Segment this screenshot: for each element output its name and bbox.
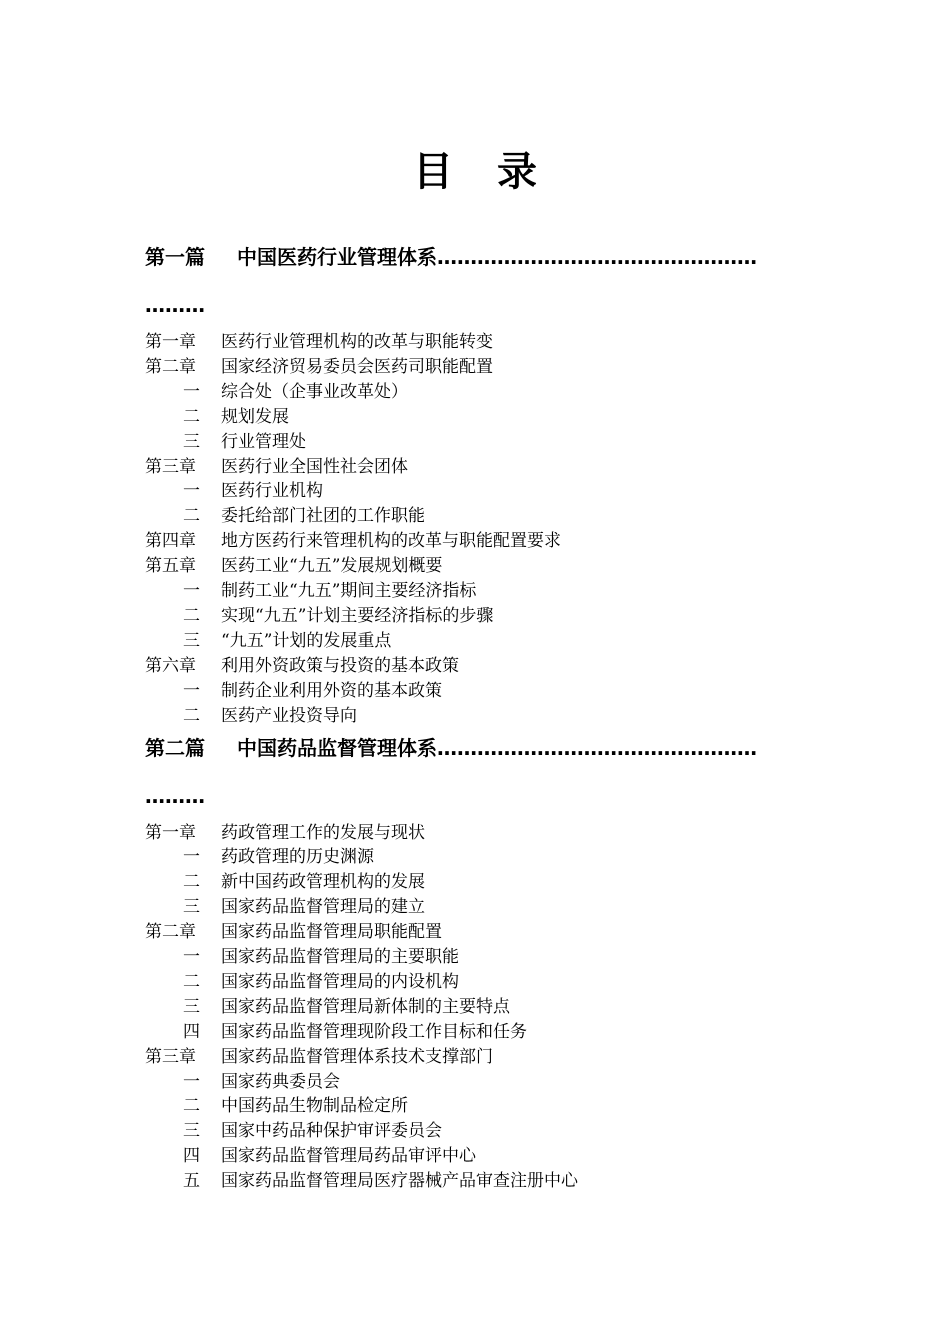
entry-text: 国家药品监督管理局的内设机构 [221, 971, 459, 992]
toc-entry-chapter[interactable] [145, 654, 825, 679]
entry-text: 委托给部门社团的工作职能 [221, 506, 425, 527]
entry-text: 中国药品生物制品检定所 [221, 1096, 408, 1117]
entry-number: 二 [183, 605, 200, 626]
toc-entry-section[interactable] [145, 1119, 825, 1144]
entry-text: 规划发展 [221, 406, 289, 427]
entry-text: 国家药品监督管理局新体制的主要特点 [221, 996, 510, 1017]
entry-text: 地方医药行来管理机构的改革与职能配置要求 [221, 531, 561, 552]
part-number: 第二篇 [145, 735, 205, 760]
entry-text: 医药产业投资导向 [221, 705, 357, 726]
entry-text: 医药行业机构 [221, 481, 323, 502]
toc-entry-section[interactable] [145, 430, 825, 455]
toc-entry-section[interactable] [145, 845, 825, 870]
entry-text: 医药工业“九五”发展规划概要 [221, 556, 443, 577]
entry-number: 三 [183, 1121, 200, 1142]
entry-number: 二 [183, 506, 200, 527]
title-char-1: 目 [413, 149, 453, 195]
entry-text: 新中国药政管理机构的发展 [221, 872, 425, 893]
toc-entry-section[interactable] [145, 1020, 825, 1045]
leader-dots-continued: ……… [145, 293, 205, 317]
entry-text: 国家药品监督管理现阶段工作目标和任务 [221, 1021, 527, 1042]
entry-number: 三 [183, 630, 200, 651]
toc-entry-section[interactable] [145, 1094, 825, 1119]
toc-entry-chapter[interactable] [145, 455, 825, 480]
entry-number: 一 [183, 581, 200, 602]
entry-text: 综合处（企事业改革处） [221, 381, 408, 402]
toc-entry-section[interactable] [145, 629, 825, 654]
toc-entry-chapter[interactable] [145, 529, 825, 554]
entry-text: 国家中药品种保护审评委员会 [221, 1121, 442, 1142]
entry-number: 二 [183, 705, 200, 726]
leader-dots-continued: ……… [145, 783, 205, 808]
toc-entry-chapter[interactable] [145, 821, 825, 846]
entry-number: 三 [183, 996, 200, 1017]
entry-number: 一 [183, 481, 200, 502]
part-2 [145, 731, 825, 1195]
page-title [0, 140, 950, 197]
toc-entry-section[interactable] [145, 1070, 825, 1095]
entry-number: 第一章 [145, 822, 196, 843]
entry-number: 一 [183, 947, 200, 968]
entry-text: 药政管理工作的发展与现状 [221, 822, 425, 843]
toc-entry-section[interactable] [145, 1144, 825, 1169]
entry-number: 第二章 [145, 922, 196, 943]
entry-number: 第六章 [145, 655, 196, 676]
entry-text: 制药工业“九五”期间主要经济指标 [221, 581, 477, 602]
toc-entry-chapter[interactable] [145, 920, 825, 945]
entry-text: 药政管理的历史渊源 [221, 847, 374, 868]
entry-text: 国家药品监督管理体系技术支撑部门 [221, 1046, 493, 1067]
entry-number: 第二章 [145, 356, 196, 377]
entry-text: 国家经济贸易委员会医药司职能配置 [221, 356, 493, 377]
entry-number: 五 [183, 1171, 200, 1192]
entry-number: 三 [183, 431, 200, 452]
entry-number: 二 [183, 971, 200, 992]
entry-text: 医药行业全国性社会团体 [221, 456, 408, 477]
leader-dots: ………………………………………… [437, 735, 757, 760]
entry-number: 一 [183, 381, 200, 402]
toc-entry-section[interactable] [145, 1169, 825, 1194]
part-title: 中国药品监督管理体系 [237, 735, 437, 760]
toc-entry-section[interactable] [145, 995, 825, 1020]
entry-number: 四 [183, 1146, 200, 1167]
toc-entry-section[interactable] [145, 579, 825, 604]
toc-entry-section[interactable] [145, 405, 825, 430]
entry-number: 二 [183, 872, 200, 893]
entry-number: 二 [183, 406, 200, 427]
toc-entry-chapter[interactable] [145, 1045, 825, 1070]
entry-number: 一 [183, 847, 200, 868]
entry-number: 一 [183, 1071, 200, 1092]
leader-dots: ………………………………………… [437, 245, 757, 269]
part-heading[interactable] [145, 731, 825, 765]
entry-number: 第一章 [145, 332, 196, 352]
entry-text: 国家药品监督管理局医疗器械产品审查注册中心 [221, 1171, 578, 1192]
entry-text: “九五”计划的发展重点 [221, 630, 392, 651]
entry-text: 国家药品监督管理局的建立 [221, 897, 425, 918]
entry-text: 利用外资政策与投资的基本政策 [221, 655, 459, 676]
part-1 [145, 240, 825, 729]
entry-number: 四 [183, 1021, 200, 1042]
toc-entry-section[interactable] [145, 704, 825, 729]
toc-entry-chapter[interactable] [145, 355, 825, 380]
toc-entry-section[interactable] [145, 945, 825, 970]
entry-number: 二 [183, 1096, 200, 1117]
entry-number: 第三章 [145, 1046, 196, 1067]
toc-entry-chapter[interactable] [145, 330, 825, 355]
entry-number: 第三章 [145, 456, 196, 477]
toc-entry-section[interactable] [145, 380, 825, 405]
entry-text: 国家药品监督管理局的主要职能 [221, 947, 459, 968]
entry-number: 三 [183, 897, 200, 918]
toc-entry-section[interactable] [145, 604, 825, 629]
part-title: 中国医药行业管理体系 [237, 245, 437, 269]
entry-text: 实现“九五”计划主要经济指标的步骤 [221, 605, 494, 626]
toc-entry-section[interactable] [145, 970, 825, 995]
entry-text: 国家药典委员会 [221, 1071, 340, 1092]
entry-text: 国家药品监督管理局职能配置 [221, 922, 442, 943]
toc-entry-section[interactable] [145, 870, 825, 895]
toc-entry-chapter[interactable] [145, 554, 825, 579]
entry-text: 行业管理处 [221, 431, 306, 452]
entry-text: 国家药品监督管理局药品审评中心 [221, 1146, 476, 1167]
part-heading[interactable] [145, 240, 825, 274]
title-char-2: 录 [497, 149, 537, 195]
table-of-contents [145, 240, 825, 1194]
entry-number: 第四章 [145, 531, 196, 552]
toc-entry-section[interactable] [145, 895, 825, 920]
entry-text: 制药企业利用外资的基本政策 [221, 680, 442, 701]
entry-number: 第五章 [145, 556, 196, 577]
toc-entry-section[interactable] [145, 679, 825, 704]
entry-number: 一 [183, 680, 200, 701]
part-number: 第一篇 [145, 245, 205, 269]
toc-entry-section[interactable] [145, 479, 825, 504]
entry-text: 医药行业管理机构的改革与职能转变 [221, 332, 493, 352]
toc-entry-section[interactable] [145, 504, 825, 529]
